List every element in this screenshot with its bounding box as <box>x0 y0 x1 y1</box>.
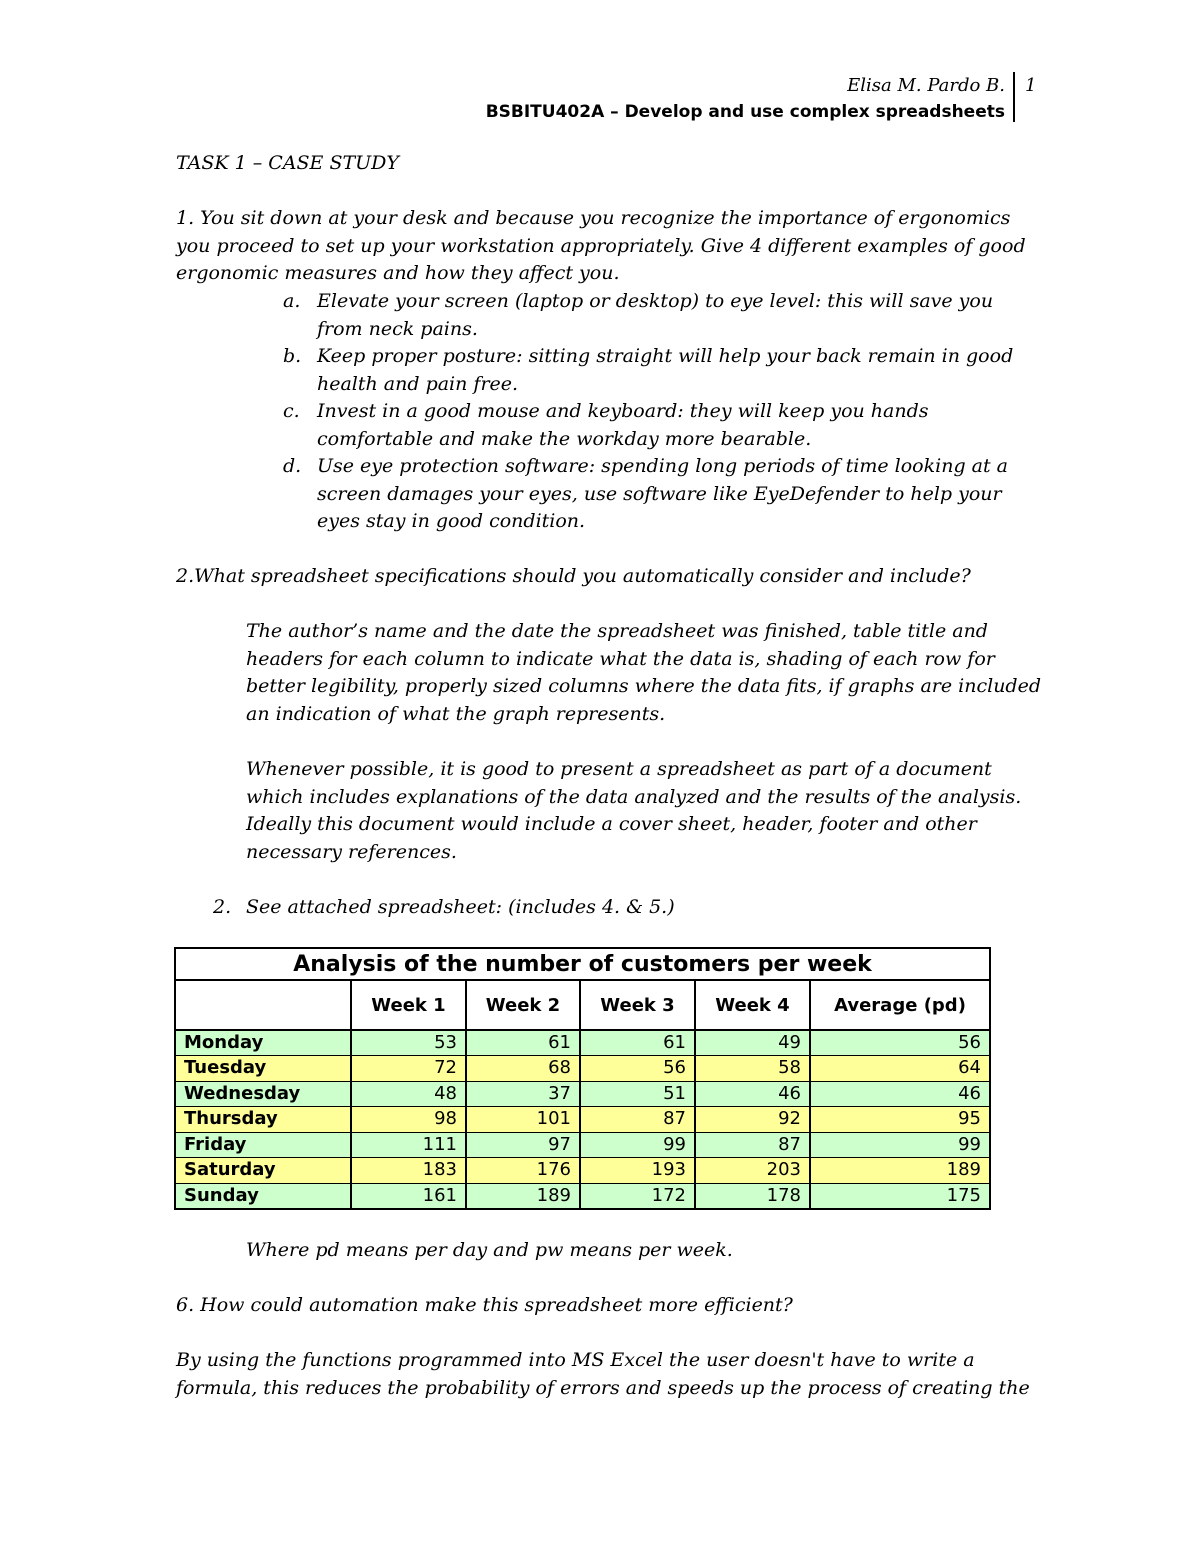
list-item-text: Keep proper posture: sitting straight will help your back remain in good health and pain free. <box>317 345 1014 395</box>
value-cell: 56 <box>580 1056 695 1082</box>
table-row <box>175 1030 990 1056</box>
average-cell: 95 <box>810 1107 990 1133</box>
header-divider <box>1013 72 1015 122</box>
day-cell: Friday <box>175 1132 351 1158</box>
question-1: 1. You sit down at your desk and because you recognize the importance of ergonomics you proceed to set up your workstation appropriately. Give 4 different examples of good ergonomic measures and how they affect you. <box>176 207 1026 284</box>
day-cell: Thursday <box>175 1107 351 1133</box>
value-cell: 61 <box>466 1030 580 1056</box>
value-cell: 161 <box>351 1183 466 1209</box>
answer-2-paragraph-1: The author’s name and the date the spreadsheet was finished, table title and headers for each column to indicate what the data is, shading of each row for better legibility, properly sized columns where the data fits, if graphs are included an indication of what the graph represents. <box>246 620 1042 725</box>
question-6: 6. How could automation make this spreadsheet more efficient? <box>176 1294 793 1316</box>
value-cell: 58 <box>695 1056 810 1082</box>
task-heading: TASK 1 – CASE STUDY <box>176 152 399 174</box>
day-cell: Monday <box>175 1030 351 1056</box>
value-cell: 176 <box>466 1158 580 1184</box>
value-cell: 51 <box>580 1081 695 1107</box>
value-cell: 98 <box>351 1107 466 1133</box>
day-cell: Wednesday <box>175 1081 351 1107</box>
value-cell: 183 <box>351 1158 466 1184</box>
header-author: Elisa M. Pardo B. <box>847 75 1005 96</box>
table-row <box>175 1158 990 1184</box>
average-cell: 175 <box>810 1183 990 1209</box>
list-item-text: Invest in a good mouse and keyboard: they will keep you hands comfortable and make the workday more bearable. <box>317 400 929 450</box>
value-cell: 37 <box>466 1081 580 1107</box>
value-cell: 87 <box>580 1107 695 1133</box>
column-header: Week 1 <box>351 980 466 1030</box>
value-cell: 193 <box>580 1158 695 1184</box>
list-marker: a. <box>283 290 301 312</box>
column-header <box>175 980 351 1030</box>
table-title-row <box>175 948 990 980</box>
value-cell: 48 <box>351 1081 466 1107</box>
value-cell: 72 <box>351 1056 466 1082</box>
list-marker: b. <box>283 345 302 367</box>
day-cell: Saturday <box>175 1158 351 1184</box>
table-title: Analysis of the number of customers per week <box>175 948 990 980</box>
value-cell: 111 <box>351 1132 466 1158</box>
value-cell: 189 <box>466 1183 580 1209</box>
value-cell: 53 <box>351 1030 466 1056</box>
answer-2-paragraph-2: Whenever possible, it is good to present a spreadsheet as part of a document which includes explanations of the data analyzed and the results of the analysis. Ideally this document would include a cover sheet, header, footer and other necessary references. <box>246 758 1022 863</box>
value-cell: 49 <box>695 1030 810 1056</box>
table-row <box>175 1081 990 1107</box>
list-marker: c. <box>283 400 300 422</box>
value-cell: 61 <box>580 1030 695 1056</box>
table-row <box>175 1132 990 1158</box>
value-cell: 172 <box>580 1183 695 1209</box>
page-header <box>486 72 1005 126</box>
average-cell: 99 <box>810 1132 990 1158</box>
column-header: Week 3 <box>580 980 695 1030</box>
day-cell: Tuesday <box>175 1056 351 1082</box>
table-header-row <box>175 980 990 1030</box>
list-marker: d. <box>283 455 302 477</box>
customers-table <box>174 947 991 1210</box>
value-cell: 92 <box>695 1107 810 1133</box>
value-cell: 68 <box>466 1056 580 1082</box>
table-note: Where pd means per day and pw means per week. <box>246 1239 733 1261</box>
average-cell: 64 <box>810 1056 990 1082</box>
column-header: Week 4 <box>695 980 810 1030</box>
table-row <box>175 1056 990 1082</box>
table-row <box>175 1183 990 1209</box>
value-cell: 46 <box>695 1081 810 1107</box>
value-cell: 203 <box>695 1158 810 1184</box>
table-row <box>175 1107 990 1133</box>
list-marker: 2. <box>213 896 232 918</box>
list-item <box>246 453 1026 536</box>
list-item-text: Use eye protection software: spending long periods of time looking at a screen damages your eyes, use software like EyeDefender to help your eyes stay in good condition. <box>317 455 1008 532</box>
value-cell: 87 <box>695 1132 810 1158</box>
average-cell: 46 <box>810 1081 990 1107</box>
list-item-text: Elevate your screen (laptop or desktop) to eye level: this will save you from neck pains. <box>317 290 994 340</box>
value-cell: 178 <box>695 1183 810 1209</box>
value-cell: 101 <box>466 1107 580 1133</box>
column-header: Week 2 <box>466 980 580 1030</box>
page-number: 1 <box>1025 75 1037 96</box>
answer-6: By using the functions programmed into MS Excel the user doesn't have to write a formula, this reduces the probability of errors and speeds up the process of creating the <box>176 1349 1030 1399</box>
average-cell: 189 <box>810 1158 990 1184</box>
list-item <box>246 398 1026 453</box>
list-item <box>246 343 1026 398</box>
column-header: Average (pd) <box>810 980 990 1030</box>
question-2: 2.What spreadsheet specifications should you automatically consider and include? <box>176 565 971 587</box>
day-cell: Sunday <box>175 1183 351 1209</box>
value-cell: 97 <box>466 1132 580 1158</box>
header-title: BSBITU402A – Develop and use complex spreadsheets <box>485 102 1005 122</box>
average-cell: 56 <box>810 1030 990 1056</box>
list-item <box>246 288 1026 343</box>
value-cell: 99 <box>580 1132 695 1158</box>
list-item-text: See attached spreadsheet: (includes 4. & 5.) <box>246 896 675 918</box>
attached-spreadsheet-item <box>213 894 1026 922</box>
